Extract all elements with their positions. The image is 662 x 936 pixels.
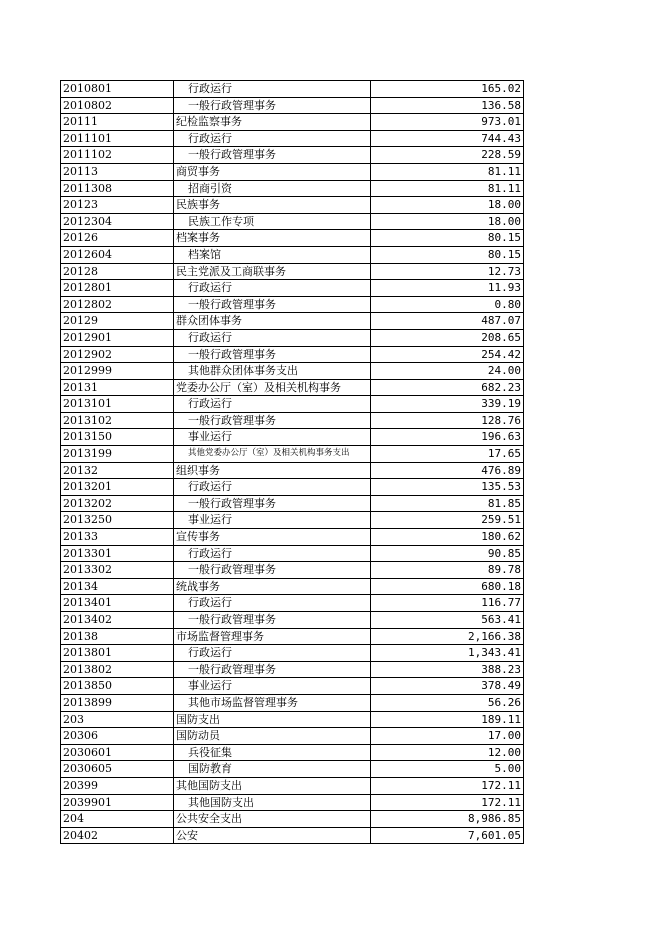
table-row[interactable] [61,446,524,463]
table-row[interactable] [61,296,524,313]
amount-cell[interactable]: 18.00 [371,213,524,230]
account-name-cell[interactable]: 行政运行 [174,280,371,297]
table-row[interactable] [61,230,524,247]
table-row[interactable] [61,280,524,297]
account-code-cell[interactable]: 2013150 [61,429,174,446]
amount-cell[interactable]: 136.58 [371,97,524,114]
table-row[interactable] [61,180,524,197]
table-row[interactable] [61,479,524,496]
account-code-cell[interactable]: 2011102 [61,147,174,164]
amount-cell[interactable]: 18.00 [371,197,524,214]
account-code-cell[interactable]: 2013302 [61,562,174,579]
account-name-cell[interactable]: 一般行政管理事务 [174,612,371,629]
account-name-cell[interactable]: 一般行政管理事务 [174,661,371,678]
account-name-cell[interactable]: 组织事务 [174,462,371,479]
account-name-cell[interactable]: 行政运行 [174,545,371,562]
expenditure-table [60,80,524,844]
account-name-cell[interactable]: 事业运行 [174,678,371,695]
amount-cell[interactable]: 81.11 [371,163,524,180]
table-row[interactable] [61,313,524,330]
account-name-cell[interactable]: 兵役征集 [174,744,371,761]
account-name-cell[interactable]: 其他国防支出 [174,777,371,794]
amount-cell[interactable]: 135.53 [371,479,524,496]
account-code-cell[interactable]: 20134 [61,578,174,595]
table-row[interactable] [61,81,524,98]
amount-cell[interactable]: 56.26 [371,694,524,711]
account-code-cell[interactable]: 20113 [61,163,174,180]
table-row[interactable] [61,263,524,280]
account-name-cell[interactable]: 其他群众团体事务支出 [174,363,371,380]
amount-cell[interactable]: 680.18 [371,578,524,595]
account-code-cell[interactable]: 2011101 [61,130,174,147]
account-name-cell[interactable]: 国防支出 [174,711,371,728]
amount-cell[interactable]: 17.00 [371,728,524,745]
account-code-cell[interactable]: 2013199 [61,446,174,463]
amount-cell[interactable]: 172.11 [371,777,524,794]
amount-cell[interactable]: 12.73 [371,263,524,280]
account-name-cell[interactable]: 公安 [174,827,371,844]
account-code-cell[interactable]: 2030601 [61,744,174,761]
table-row[interactable] [61,213,524,230]
account-code-cell[interactable]: 2013101 [61,396,174,413]
account-code-cell[interactable]: 2012801 [61,280,174,297]
amount-cell[interactable]: 0.80 [371,296,524,313]
table-row[interactable] [61,811,524,828]
table-row[interactable] [61,412,524,429]
account-name-cell[interactable]: 一般行政管理事务 [174,495,371,512]
account-name-cell[interactable]: 国防教育 [174,761,371,778]
account-name-cell[interactable]: 行政运行 [174,645,371,662]
account-code-cell[interactable]: 2010802 [61,97,174,114]
table-row[interactable] [61,329,524,346]
account-name-cell[interactable]: 统战事务 [174,578,371,595]
amount-cell[interactable]: 81.11 [371,180,524,197]
account-code-cell[interactable]: 2013250 [61,512,174,529]
account-name-cell[interactable]: 党委办公厅（室）及相关机构事务 [174,379,371,396]
table-row[interactable] [61,130,524,147]
account-code-cell[interactable]: 20111 [61,114,174,131]
table-row[interactable] [61,429,524,446]
account-code-cell[interactable]: 2013102 [61,412,174,429]
table-row[interactable] [61,529,524,546]
amount-cell[interactable]: 189.11 [371,711,524,728]
account-code-cell[interactable]: 2012902 [61,346,174,363]
table-row[interactable] [61,595,524,612]
table-row[interactable] [61,379,524,396]
account-code-cell[interactable]: 20128 [61,263,174,280]
account-name-cell[interactable]: 行政运行 [174,479,371,496]
table-row[interactable] [61,512,524,529]
account-name-cell[interactable]: 档案馆 [174,246,371,263]
account-name-cell[interactable]: 民族事务 [174,197,371,214]
table-row[interactable] [61,761,524,778]
account-code-cell[interactable]: 20131 [61,379,174,396]
account-code-cell[interactable]: 20306 [61,728,174,745]
amount-cell[interactable]: 1,343.41 [371,645,524,662]
account-name-cell[interactable]: 民主党派及工商联事务 [174,263,371,280]
table-row[interactable] [61,163,524,180]
account-name-cell[interactable]: 一般行政管理事务 [174,346,371,363]
amount-cell[interactable]: 208.65 [371,329,524,346]
table-row[interactable] [61,694,524,711]
account-name-cell[interactable]: 行政运行 [174,329,371,346]
account-code-cell[interactable]: 203 [61,711,174,728]
amount-cell[interactable]: 165.02 [371,81,524,98]
table-row[interactable] [61,545,524,562]
amount-cell[interactable]: 172.11 [371,794,524,811]
account-code-cell[interactable]: 2012604 [61,246,174,263]
account-name-cell[interactable]: 一般行政管理事务 [174,412,371,429]
table-row[interactable] [61,711,524,728]
account-name-cell[interactable]: 群众团体事务 [174,313,371,330]
table-row[interactable] [61,645,524,662]
account-code-cell[interactable]: 20129 [61,313,174,330]
account-code-cell[interactable]: 20133 [61,529,174,546]
amount-cell[interactable]: 476.89 [371,462,524,479]
account-name-cell[interactable]: 一般行政管理事务 [174,562,371,579]
table-row[interactable] [61,495,524,512]
amount-cell[interactable]: 563.41 [371,612,524,629]
account-code-cell[interactable]: 204 [61,811,174,828]
amount-cell[interactable]: 17.65 [371,446,524,463]
account-code-cell[interactable]: 2012802 [61,296,174,313]
table-row[interactable] [61,578,524,595]
account-name-cell[interactable]: 一般行政管理事务 [174,296,371,313]
account-code-cell[interactable]: 20399 [61,777,174,794]
table-row[interactable] [61,728,524,745]
table-row[interactable] [61,346,524,363]
amount-cell[interactable]: 744.43 [371,130,524,147]
amount-cell[interactable]: 24.00 [371,363,524,380]
table-row[interactable] [61,97,524,114]
account-code-cell[interactable]: 2012901 [61,329,174,346]
amount-cell[interactable]: 81.85 [371,495,524,512]
table-row[interactable] [61,197,524,214]
account-code-cell[interactable]: 2012304 [61,213,174,230]
amount-cell[interactable]: 5.00 [371,761,524,778]
account-code-cell[interactable]: 2013202 [61,495,174,512]
table-row[interactable] [61,794,524,811]
account-name-cell[interactable]: 其他市场监督管理事务 [174,694,371,711]
table-row[interactable] [61,661,524,678]
amount-cell[interactable]: 228.59 [371,147,524,164]
account-code-cell[interactable]: 20402 [61,827,174,844]
account-name-cell[interactable]: 事业运行 [174,429,371,446]
amount-cell[interactable]: 7,601.05 [371,827,524,844]
account-name-cell[interactable]: 事业运行 [174,512,371,529]
table-body [61,81,524,844]
amount-cell[interactable]: 259.51 [371,512,524,529]
account-code-cell[interactable]: 20138 [61,628,174,645]
account-code-cell[interactable]: 2012999 [61,363,174,380]
amount-cell[interactable]: 487.07 [371,313,524,330]
account-code-cell[interactable]: 20123 [61,197,174,214]
amount-cell[interactable]: 90.85 [371,545,524,562]
account-name-cell[interactable]: 市场监督管理事务 [174,628,371,645]
table-row[interactable] [61,462,524,479]
account-code-cell[interactable]: 2039901 [61,794,174,811]
amount-cell[interactable]: 128.76 [371,412,524,429]
amount-cell[interactable]: 973.01 [371,114,524,131]
table-row[interactable] [61,363,524,380]
table-row[interactable] [61,246,524,263]
amount-cell[interactable]: 8,986.85 [371,811,524,828]
amount-cell[interactable]: 388.23 [371,661,524,678]
account-name-cell[interactable]: 公共安全支出 [174,811,371,828]
account-code-cell[interactable]: 2011308 [61,180,174,197]
table-row[interactable] [61,396,524,413]
amount-cell[interactable]: 682.23 [371,379,524,396]
amount-cell[interactable]: 180.62 [371,529,524,546]
account-name-cell[interactable]: 行政运行 [174,81,371,98]
amount-cell[interactable]: 80.15 [371,246,524,263]
amount-cell[interactable]: 196.63 [371,429,524,446]
account-code-cell[interactable]: 2013301 [61,545,174,562]
amount-cell[interactable]: 12.00 [371,744,524,761]
account-name-cell[interactable]: 宣传事务 [174,529,371,546]
account-code-cell[interactable]: 2013850 [61,678,174,695]
account-name-cell[interactable]: 商贸事务 [174,163,371,180]
account-code-cell[interactable]: 20132 [61,462,174,479]
account-code-cell[interactable]: 2013401 [61,595,174,612]
account-name-cell[interactable]: 招商引资 [174,180,371,197]
account-code-cell[interactable]: 2010801 [61,81,174,98]
amount-cell[interactable]: 11.93 [371,280,524,297]
account-name-cell[interactable]: 行政运行 [174,396,371,413]
account-name-cell[interactable]: 档案事务 [174,230,371,247]
amount-cell[interactable]: 339.19 [371,396,524,413]
account-code-cell[interactable]: 2013801 [61,645,174,662]
table-row[interactable] [61,612,524,629]
table-row[interactable] [61,147,524,164]
account-code-cell[interactable]: 2013402 [61,612,174,629]
account-code-cell[interactable]: 2013201 [61,479,174,496]
amount-cell[interactable]: 378.49 [371,678,524,695]
account-code-cell[interactable]: 2030605 [61,761,174,778]
table-row[interactable] [61,777,524,794]
amount-cell[interactable]: 80.15 [371,230,524,247]
table-row[interactable] [61,827,524,844]
amount-cell[interactable]: 89.78 [371,562,524,579]
amount-cell[interactable]: 116.77 [371,595,524,612]
account-name-cell[interactable]: 行政运行 [174,595,371,612]
table-row[interactable] [61,628,524,645]
account-name-cell[interactable]: 纪检监察事务 [174,114,371,131]
account-name-cell[interactable]: 民族工作专项 [174,213,371,230]
amount-cell[interactable]: 254.42 [371,346,524,363]
account-name-cell[interactable]: 国防动员 [174,728,371,745]
account-code-cell[interactable]: 2013899 [61,694,174,711]
table-row[interactable] [61,678,524,695]
account-name-cell[interactable]: 一般行政管理事务 [174,97,371,114]
account-name-cell[interactable]: 一般行政管理事务 [174,147,371,164]
account-name-cell[interactable]: 其他国防支出 [174,794,371,811]
table-row[interactable] [61,562,524,579]
account-code-cell[interactable]: 20126 [61,230,174,247]
table-row[interactable] [61,744,524,761]
account-code-cell[interactable]: 2013802 [61,661,174,678]
account-name-cell[interactable]: 其他党委办公厅（室）及相关机构事务支出 [174,446,371,463]
table-row[interactable] [61,114,524,131]
amount-cell[interactable]: 2,166.38 [371,628,524,645]
account-name-cell[interactable]: 行政运行 [174,130,371,147]
